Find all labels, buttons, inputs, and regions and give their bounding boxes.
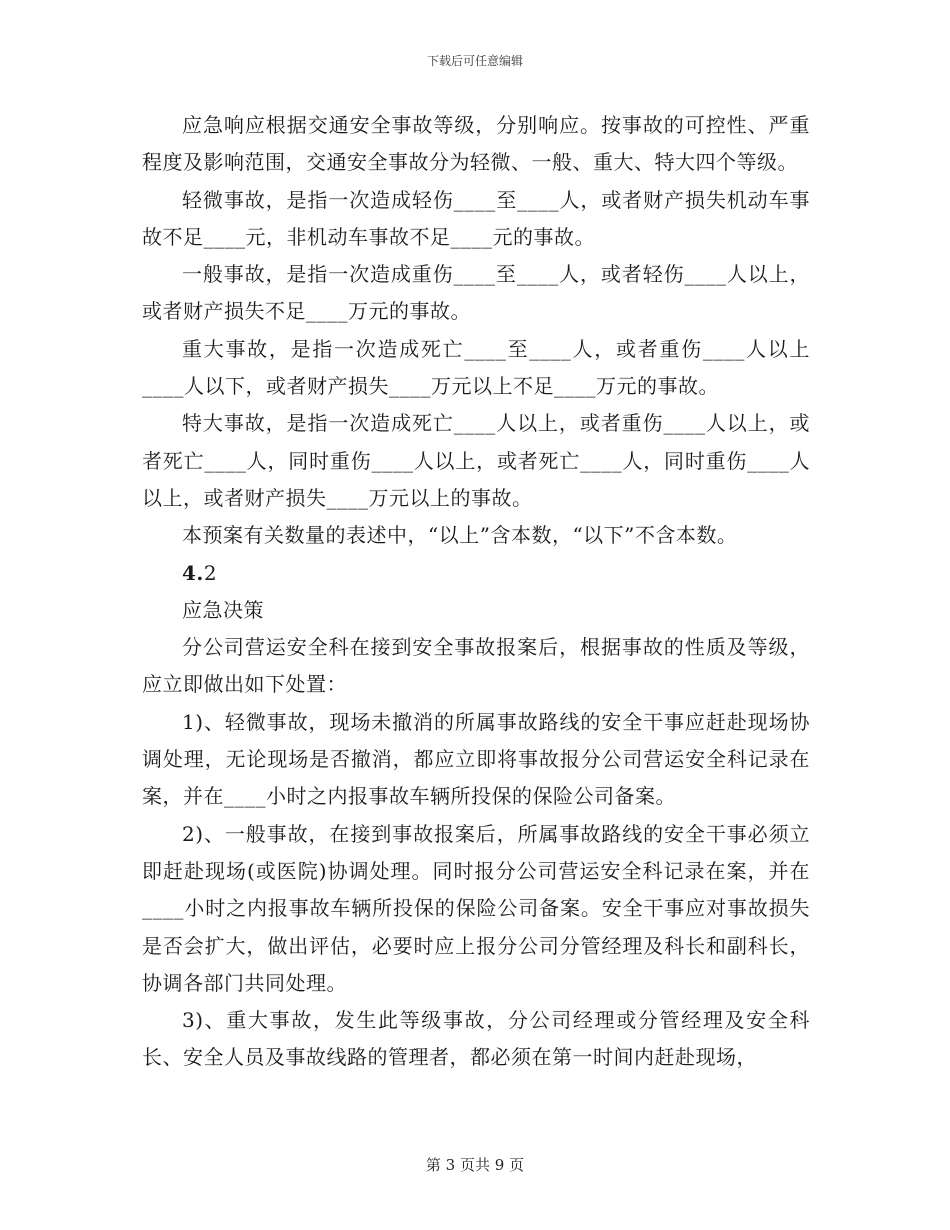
- paragraph: 本预案有关数量的表述中，“以上”含本数，“以下”不含本数。: [182, 523, 738, 548]
- paragraph: 一般事故，是指一次造成重伤____至____人，或者轻伤____人以上，或者财产损失不足____万元的事故。: [142, 262, 810, 324]
- paragraph: 分公司营运安全科在接到安全事故报案后，根据事故的性质及等级，应立即做出如下处置：: [142, 635, 810, 697]
- section-number-rest: 2: [203, 560, 218, 585]
- document-body: [142, 107, 810, 1077]
- section-number-bold: 4.: [182, 560, 204, 585]
- paragraph: 2)、一般事故，在接到事故报案后，所属事故路线的安全干事必须立即赶赴现场(或医院)协调处理。同时报分公司营运安全科记录在案，并在____小时之内报事故车辆所投保的保险公司备案。安全干事应对事故损失是否会扩大，做出评估，必要时应上报分公司分管经理及科长和副科长，协调各部门共同处理。: [142, 821, 810, 995]
- section-title: 应急决策: [182, 597, 264, 622]
- page-header: 下载后可任意编辑: [426, 54, 523, 68]
- paragraph: 3)、重大事故，发生此等级事故，分公司经理或分管经理及安全科长、安全人员及事故线路的管理者，都必须在第一时间内赶赴现场，: [142, 1008, 810, 1070]
- section-number: [142, 555, 810, 592]
- paragraph: 特大事故，是指一次造成死亡____人以上，或者重伤____人以上，或者死亡____人，同时重伤____人以上，或者死亡____人，同时重伤____人以上，或者财产损失____万元以上的事故。: [142, 411, 810, 510]
- paragraph: 重大事故，是指一次造成死亡____至____人，或者重伤____人以上____人以下，或者财产损失____万元以上不足____万元的事故。: [142, 336, 810, 399]
- paragraph: 轻微事故，是指一次造成轻伤____至____人，或者财产损失机动车事故不足____元，非机动车事故不足____元的事故。: [142, 187, 810, 249]
- paragraph: 1)、轻微事故，现场未撤消的所属事故路线的安全干事应赶赴现场协调处理，无论现场是否撤消，都应立即将事故报分公司营运安全科记录在案，并在____小时之内报事故车辆所投保的保险公司备案。: [142, 709, 810, 809]
- page-footer: 第 3 页共 9 页: [425, 1156, 525, 1174]
- paragraph: 应急响应根据交通安全事故等级，分别响应。按事故的可控性、严重程度及影响范围，交通安全事故分为轻微、一般、重大、特大四个等级。: [142, 113, 810, 175]
